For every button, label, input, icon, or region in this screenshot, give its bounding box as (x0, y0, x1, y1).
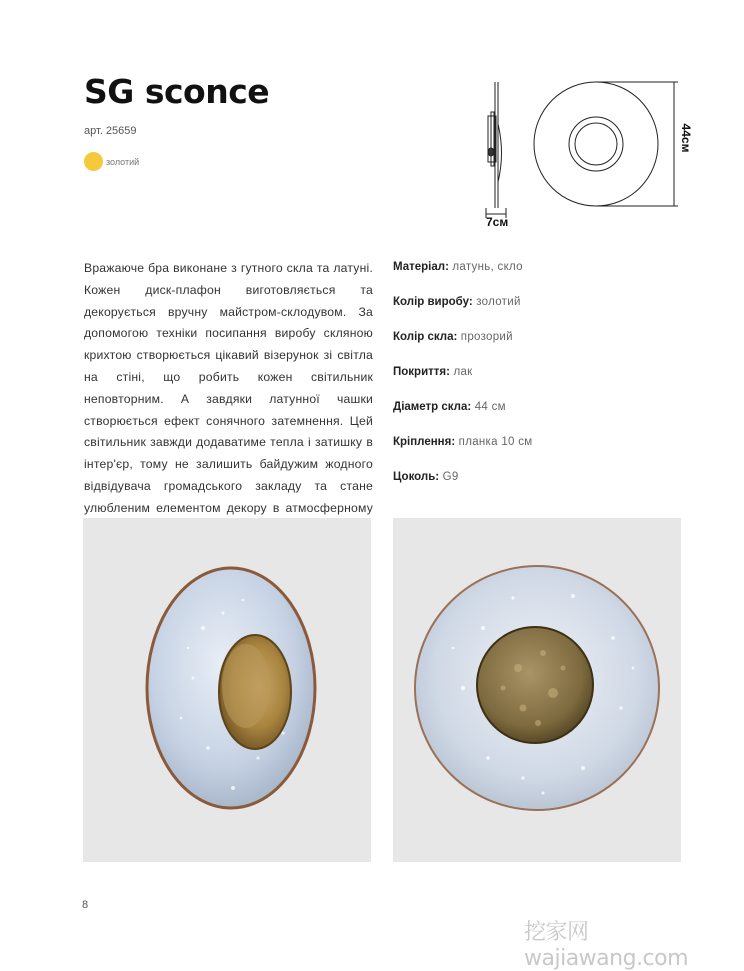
spec-label: Кріплення: (393, 436, 456, 448)
brass-cup (477, 627, 593, 743)
spec-value: латунь, скло (448, 261, 523, 273)
color-option (84, 152, 139, 171)
spec-glass-color (393, 328, 693, 363)
spec-label: Колір виробу: (393, 296, 473, 308)
spec-value: 44 см (471, 401, 506, 413)
spec-label: Цоколь: (393, 471, 440, 483)
spec-socket (393, 468, 693, 503)
product-photo-front (393, 518, 681, 862)
spec-value: прозорий (457, 331, 513, 343)
spec-value: золотий (472, 296, 521, 308)
product-title: SG sconce (84, 72, 270, 111)
spec-value: планка 10 см (455, 436, 533, 448)
article-number: арт. 25659 (84, 125, 137, 137)
watermark: 挖家网 wajiawang.com (524, 920, 689, 971)
spec-mounting (393, 433, 693, 468)
specifications-list (393, 258, 693, 503)
width-dimension-label: 7см (486, 215, 509, 229)
product-photo-angle (83, 518, 371, 862)
spec-value: лак (449, 366, 473, 378)
brass-cup-highlight (222, 644, 270, 728)
spec-label: Колір скла: (393, 331, 458, 343)
front-view-drawing (534, 82, 678, 206)
spec-coating (393, 363, 693, 398)
product-description: Вражаюче бра виконане з гутного скла та латуні. Кожен диск-плафон виготовляється та декорується вручну майстром-склодувом. За допомогою техніки посипання виробу скляною крихтою створюється цікавий візерунок зі світла на стіні, що робить кожен світильник неповторним. А завдяки латунної чашки створюється ефект сонячного затемнення. Цей світильник завжди додаватиме тепла і затишку в інтер'єр, тому не залишить байдужим жодного відвідувача громадського закладу та стане улюбленим елементом декору в атмосферному (84, 261, 373, 515)
spec-glass-diameter (393, 398, 693, 433)
technical-drawing (472, 78, 702, 230)
page-number: 8 (82, 899, 89, 911)
side-view-drawing (486, 82, 506, 218)
spec-material (393, 258, 693, 293)
gold-color-swatch (84, 152, 103, 171)
height-dimension-label: 44см (679, 123, 693, 153)
spec-value: G9 (439, 471, 459, 483)
color-label: золотий (106, 156, 140, 167)
spec-label: Діаметр скла: (393, 401, 472, 413)
spec-label: Покриття: (393, 366, 450, 378)
spec-product-color (393, 293, 693, 328)
spec-label: Матеріал: (393, 261, 449, 273)
